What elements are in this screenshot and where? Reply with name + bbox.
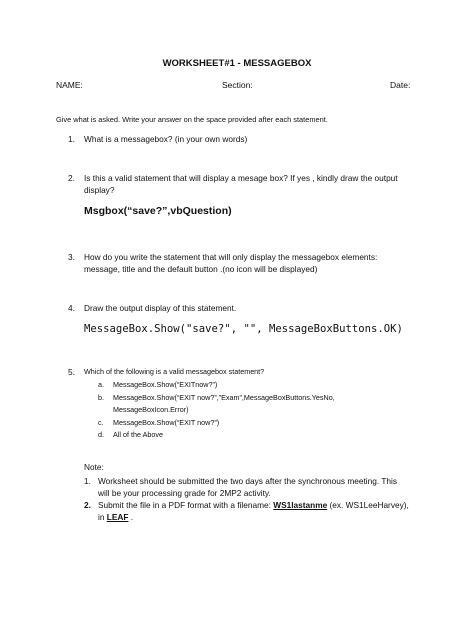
instructions: Give what is asked. Write your answer on the space provided after each statement.: [56, 115, 328, 124]
option-d-text: All of the Above: [113, 430, 163, 439]
question-2-code: Msgbox(“save?”,vbQuestion): [84, 205, 232, 217]
option-b-text-line-2: MessageBoxIcon.Error): [113, 405, 189, 414]
question-2-text-line-1: Is this a valid statement that will display a mesage box? If yes , kindly draw the output: [84, 173, 398, 183]
leaf-platform: LEAF: [106, 512, 129, 522]
option-a-letter: a.: [98, 380, 104, 389]
note-title: Note:: [84, 462, 104, 472]
date-label: Date:: [390, 80, 411, 90]
note-1-line-2: will be your processing grade for 2MP2 activity.: [98, 488, 271, 498]
option-c-letter: c.: [98, 418, 104, 427]
option-c-text: MessageBox.Show(“EXIT now?”): [113, 418, 220, 427]
section-label: Section:: [222, 80, 253, 90]
question-5-number: 5.: [68, 367, 75, 377]
page-title: WORKSHEET#1 - MESSAGEBOX: [162, 58, 312, 69]
option-b-letter: b.: [98, 393, 104, 402]
question-3-text-line-2: message, title and the default button .(no icon will be displayed): [84, 264, 318, 274]
note-2-line-2: [98, 512, 133, 522]
question-2-number: 2.: [68, 173, 75, 183]
question-2-text-line-2: display?: [84, 185, 115, 195]
question-3-number: 3.: [68, 252, 75, 262]
option-b-text-line-1: MessageBox.Show(“EXIT now?”,”Exam”,MessageBoxButtons.YesNo,: [113, 393, 335, 402]
note-2-line-2-prefix: in: [98, 512, 107, 522]
note-2-text-part-1: Submit the file in a PDF format with a filename:: [98, 500, 274, 510]
option-a-text: MessageBox.Show(“EXITnow?”): [113, 380, 218, 389]
question-4-text: Draw the output display of this statement.: [84, 303, 237, 313]
question-1-number: 1.: [68, 134, 75, 144]
note-2-number: 2.: [84, 500, 91, 510]
option-d-letter: d.: [98, 430, 104, 439]
question-3-text-line-1: How do you write the statement that will only display the messagebox elements:: [84, 252, 378, 262]
note-2-line-1: [98, 500, 409, 510]
note-2-text-part-2: (ex. WS1LeeHarvey),: [327, 500, 409, 510]
note-2-line-2-suffix: .: [128, 512, 134, 522]
note-1-number: 1.: [84, 476, 91, 486]
filename-format: WS1lastanme: [273, 500, 328, 510]
note-1-line-1: Worksheet should be submitted the two days after the synchronous meeting. This: [98, 476, 398, 486]
question-4-number: 4.: [68, 303, 75, 313]
question-4-code: MessageBox.Show("save?", "", MessageBoxButtons.OK): [84, 323, 403, 335]
question-5-text: Which of the following is a valid messagebox statement?: [84, 367, 265, 376]
question-1-text: What is a messagebox? (in your own words): [84, 134, 248, 144]
name-label: NAME:: [56, 80, 83, 90]
